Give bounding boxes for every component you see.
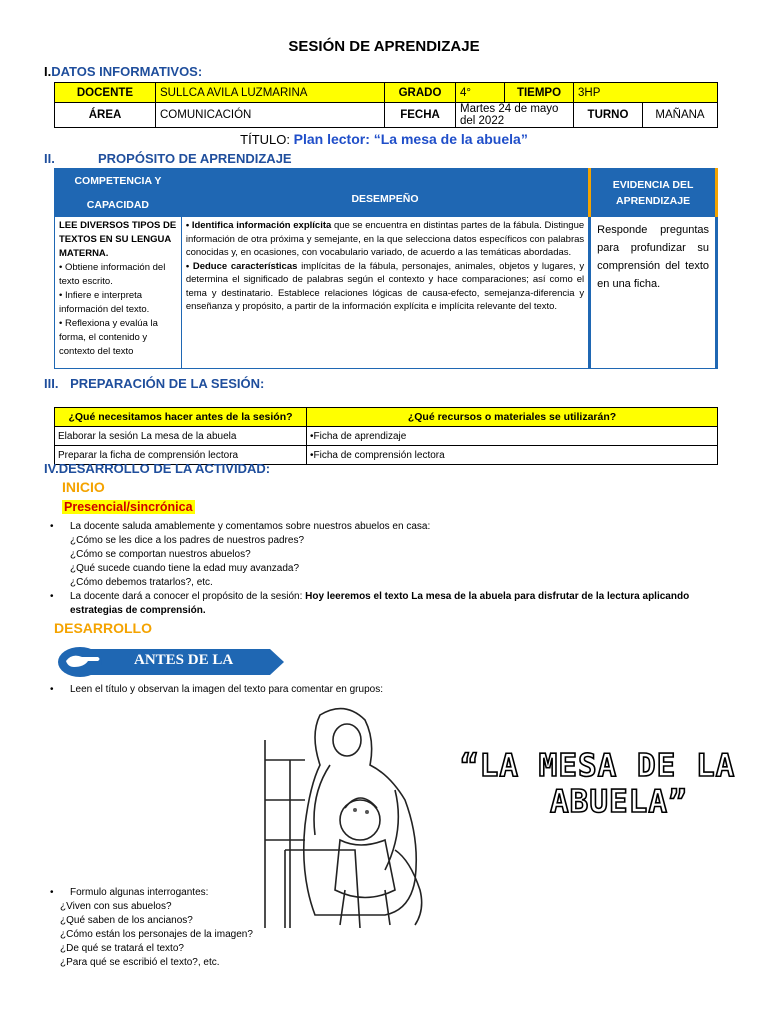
turno-value: MAÑANA (643, 103, 718, 128)
header-text: APRENDIZAJE (616, 194, 691, 207)
purpose-bold: Hoy leeremos el texto La mesa de la abuela para disfrutar de la lectura aplicando estrategias de comprensión. (70, 591, 690, 616)
header-competencia (55, 169, 182, 217)
desempeno-text: que se encuentra en distintas partes de la fábula. Distingue información de otra próxima y semejante, en la que selecciona datos específicos con palabras conocidas y, en ocasiones, con vocabulario variado, de acuerdo a las temáticas abordadas. (185, 220, 585, 258)
area-label: ÁREA (55, 103, 156, 128)
bullet-icon: • (50, 887, 54, 898)
section-4-heading (44, 461, 270, 476)
prep-activity: Preparar la ficha de comprensión lectora (55, 446, 307, 465)
section-number: IV. (44, 461, 59, 476)
turno-label: TURNO (574, 103, 643, 128)
section-number: III. (44, 376, 59, 391)
grandmother-illustration (245, 700, 460, 928)
fecha-value: Martes 24 de mayo del 2022 (456, 103, 574, 128)
info-table (54, 82, 718, 128)
competencia-title: LEE DIVERSOS TIPOS DE TEXTOS EN SU LENGUA MATERNA. (59, 220, 177, 259)
area-value: COMUNICACIÓN (156, 103, 385, 128)
section-label: PREPARACIÓN DE LA SESIÓN: (70, 376, 265, 391)
purpose-text: La docente dará a conocer el propósito de la sesión: (70, 591, 306, 602)
session-title (0, 131, 768, 147)
question: ¿Para qué se escribió el texto?, etc. (60, 957, 220, 968)
purpose-table (54, 168, 718, 369)
grado-value: 4° (456, 83, 505, 103)
header-text: COMPETENCIA Y (74, 174, 162, 187)
leen-item (50, 683, 383, 697)
list-item: Leen el título y observan la imagen del texto para comentar en grupos: (70, 684, 383, 695)
prep-activity: Elaborar la sesión La mesa de la abuela (55, 427, 307, 446)
desarrollo-heading: DESARROLLO (54, 620, 152, 636)
tiempo-label: TIEMPO (505, 83, 574, 103)
header-text: CAPACIDAD (86, 198, 150, 211)
tiempo-value: 3HP (574, 83, 718, 103)
question: ¿Viven con sus abuelos? (60, 901, 172, 912)
title-label: TÍTULO: (240, 132, 290, 147)
fecha-label: FECHA (385, 103, 456, 128)
header-evidencia (590, 169, 717, 217)
question: ¿Cómo se les dice a los padres de nuestros padres? (70, 535, 305, 546)
prep-header-resources: ¿Qué recursos o materiales se utilizarán? (307, 408, 718, 427)
preparation-table (54, 407, 718, 465)
list-item: La docente saluda amablemente y comentamos sobre nuestros abuelos en casa: (70, 521, 431, 532)
capacidad-item: • Obtiene información del texto escrito. (59, 262, 166, 287)
docente-value: SULLCA AVILA LUZMARINA (156, 83, 385, 103)
question: ¿Qué sucede cuando tiene la edad muy avanzada? (70, 563, 300, 574)
question: ¿Qué saben de los ancianos? (60, 915, 193, 926)
story-title-line1: “LA MESA DE LA (460, 748, 736, 784)
question: ¿Cómo se comportan nuestros abuelos? (70, 549, 251, 560)
question: ¿Cómo están los personajes de la imagen? (60, 929, 253, 940)
section-label: DESARROLLO DE LA ACTIVIDAD: (58, 461, 271, 476)
inicio-list (50, 520, 730, 618)
section-number: I. (44, 64, 52, 79)
evidencia-cell: Responde preguntas para profundizar su comprensión del texto en una ficha. (590, 217, 717, 369)
formulo-list (50, 886, 253, 970)
antes-banner (58, 647, 286, 677)
inicio-heading: INICIO (62, 479, 105, 495)
antes-label: ANTES DE LA (134, 652, 234, 668)
section-2-label: PROPÓSITO DE APRENDIZAJE (98, 151, 292, 166)
list-item: Formulo algunas interrogantes: (70, 887, 209, 898)
prep-resource: •Ficha de comprensión lectora (307, 446, 718, 465)
bullet-icon: • (50, 591, 54, 602)
desempeno-bold: • Deduce características (185, 260, 298, 272)
capacidad-item: • Infiere e interpreta información del texto. (59, 290, 150, 315)
story-title-line2: ABUELA” (550, 784, 688, 820)
question: ¿Cómo debemos tratarlos?, etc. (70, 577, 213, 588)
section-number: II. (44, 151, 55, 166)
section-2-heading (44, 151, 55, 166)
question: ¿De qué se tratará el texto? (60, 943, 184, 954)
section-3-heading (44, 376, 264, 391)
desempeno-cell (181, 217, 589, 369)
modalidad-label: Presencial/sincrónica (64, 500, 193, 514)
grado-label: GRADO (385, 83, 456, 103)
list-item (70, 590, 730, 618)
section-1-heading (44, 64, 202, 79)
desempeno-bold: • Identifica información explícita (185, 220, 332, 231)
desempeno-text: implícitas de la fábula, personajes, animales, objetos y lugares, y determina el significado de palabras según el contexto y hace comparaciones; así como el tema y destinatario. Establece relaciones lógicas de causa-efecto, semejanza-diferencia y enseñanza y propósito, a partir de la información explícita e implícita relevante del texto. (185, 260, 585, 312)
prep-resource: •Ficha de aprendizaje (307, 427, 718, 446)
page-title: SESIÓN DE APRENDIZAJE (288, 38, 480, 55)
capacidad-item: • Reflexiona y evalúa la forma, el contenido y contexto del texto (59, 318, 158, 357)
section-label: DATOS INFORMATIVOS: (51, 64, 203, 79)
docente-label: DOCENTE (55, 83, 156, 103)
header-desempeno: DESEMPEÑO (181, 169, 589, 217)
bullet-icon: • (50, 684, 54, 695)
title-value: Plan lector: “La mesa de la abuela” (293, 131, 528, 147)
competencia-cell (55, 217, 182, 369)
illustration-art (245, 700, 460, 928)
bullet-icon: • (50, 521, 54, 532)
header-text: EVIDENCIA DEL (612, 178, 694, 191)
prep-header-before: ¿Qué necesitamos hacer antes de la sesión? (55, 408, 307, 427)
